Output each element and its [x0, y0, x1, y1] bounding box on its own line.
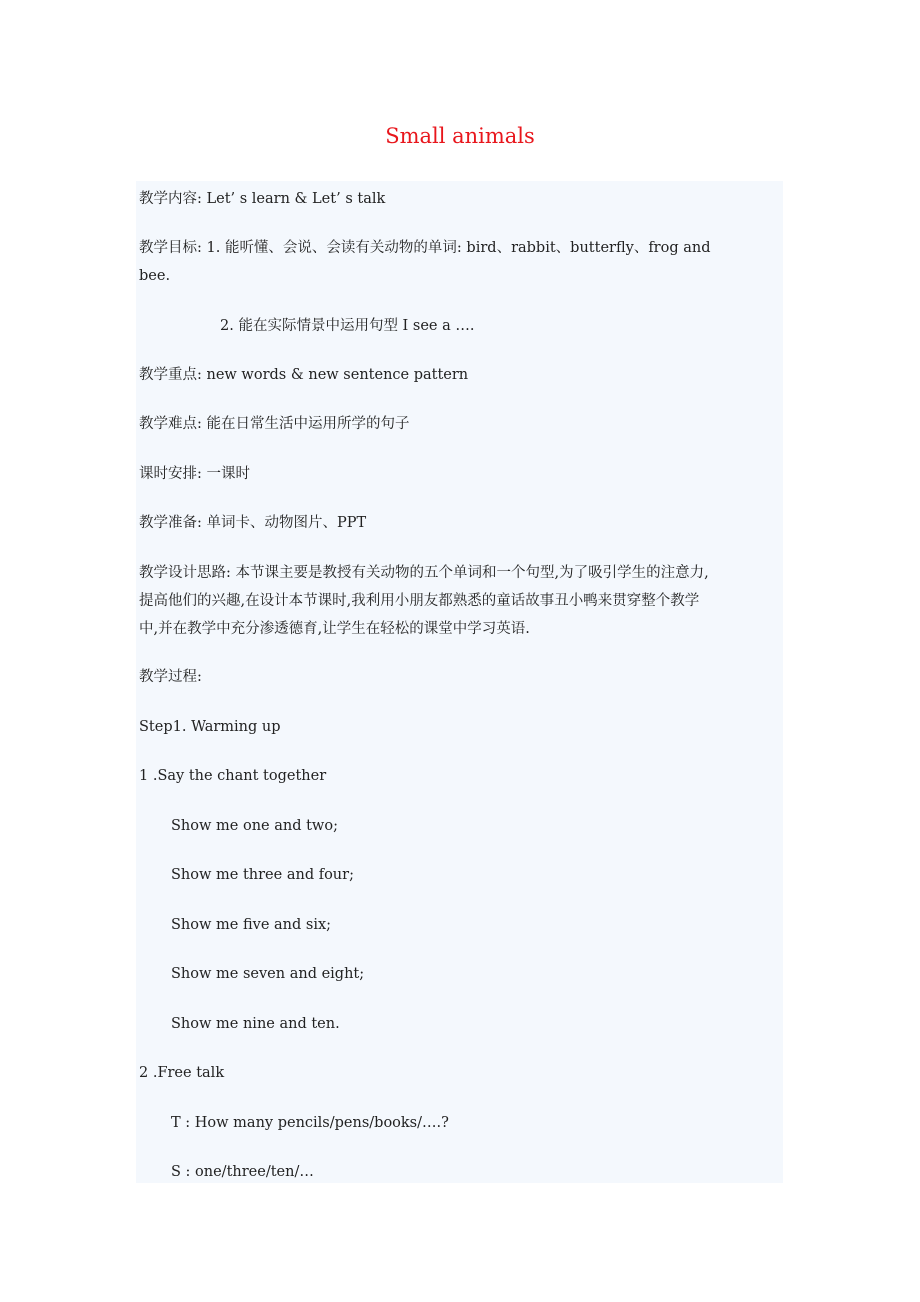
teaching-content: 教学内容: Let’ s learn & Let’ s talk [139, 191, 386, 207]
design-idea-line-3: 中,并在教学中充分渗透德育,让学生在轻松的课堂中学习英语. [139, 621, 530, 637]
step1-item-1: 1 .Say the chant together [139, 768, 327, 784]
teaching-process-heading: 教学过程: [139, 669, 202, 685]
teaching-goals-line-1: 教学目标: 1. 能听懂、会说、会读有关动物的单词: bird、rabbit、butterfly、frog and [139, 240, 711, 256]
chant-line: Show me nine and ten. [171, 1016, 340, 1032]
free-talk-line: S : one/three/ten/… [171, 1164, 314, 1180]
preparation: 教学准备: 单词卡、动物图片、PPT [139, 515, 367, 531]
chant-line: Show me five and six; [171, 917, 332, 933]
free-talk-line: T : How many pencils/pens/books/….? [171, 1115, 449, 1131]
difficulties: 教学难点: 能在日常生活中运用所学的句子 [139, 416, 410, 432]
design-idea-line-2: 提高他们的兴趣,在设计本节课时,我利用小朋友都熟悉的童话故事丑小鸭来贯穿整个教学 [139, 593, 700, 609]
class-schedule: 课时安排: 一课时 [139, 466, 250, 482]
step1-item-2: 2 .Free talk [139, 1065, 225, 1081]
key-points: 教学重点: new words & new sentence pattern [139, 367, 469, 383]
chant-line: Show me seven and eight; [171, 966, 365, 982]
design-idea [139, 559, 794, 643]
chant-line: Show me three and four; [171, 867, 354, 883]
chant-line: Show me one and two; [171, 818, 338, 834]
document-title: Small animals [385, 124, 535, 148]
teaching-goals-line-2: bee. [139, 268, 171, 284]
teaching-goals-item-2: 2. 能在实际情景中运用句型 I see a …. [220, 318, 475, 334]
step1-heading: Step1. Warming up [139, 719, 281, 735]
design-idea-line-1: 教学设计思路: 本节课主要是教授有关动物的五个单词和一个句型,为了吸引学生的注意力, [139, 565, 709, 581]
teaching-goals [139, 234, 794, 290]
